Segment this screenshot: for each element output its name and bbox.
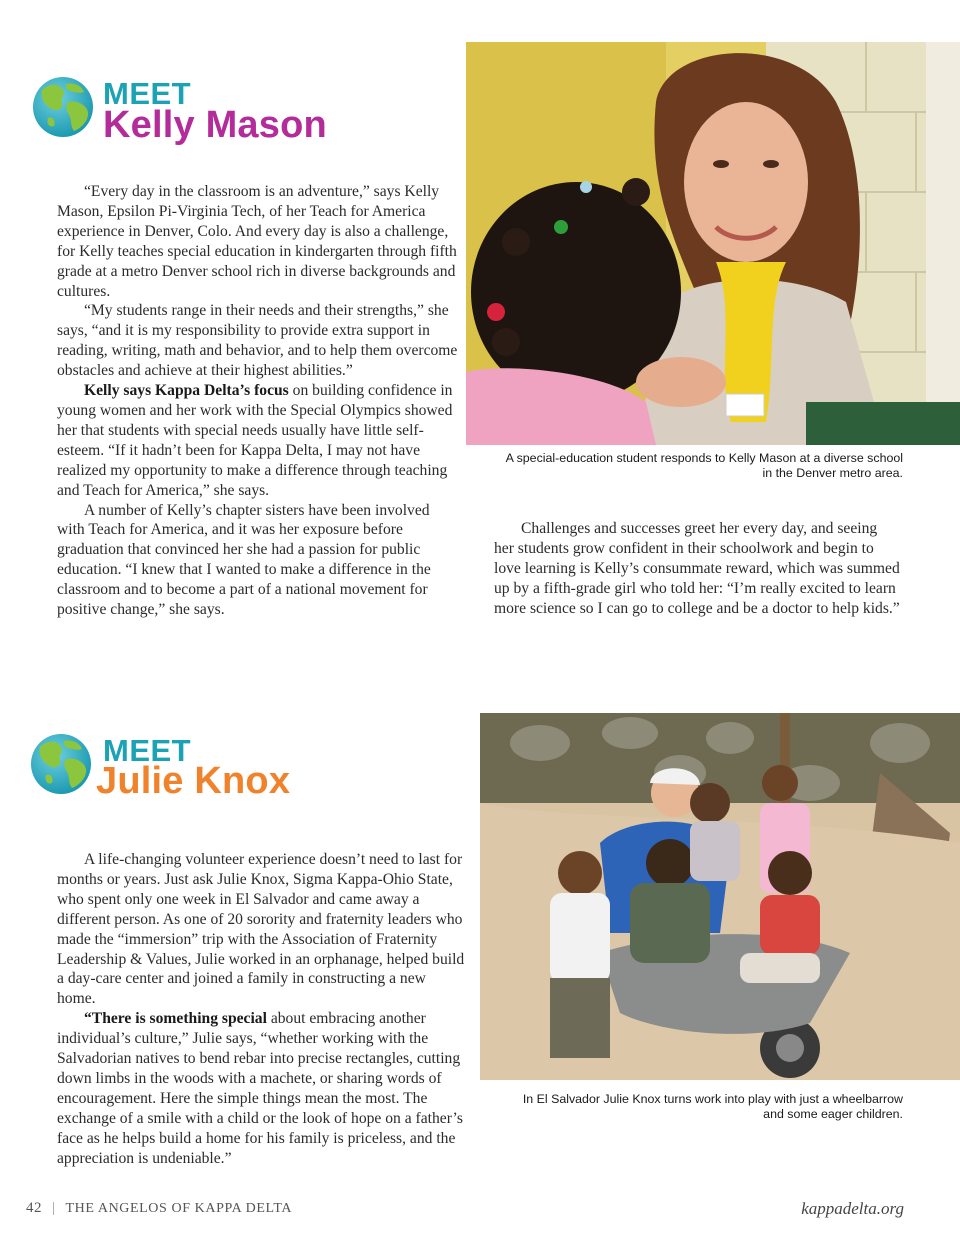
paragraph-text: A number of Kelly’s chapter sisters have been involved with Teach for America, and it was her exposure before graduation that convinced her she had a passion for public education. “I knew that I wanted to make a difference in the classroom and to become a part of a national movement for positive change,” she says. <box>57 501 431 619</box>
paragraph-text: about embracing another individual’s culture,” Julie says, “whether working with the Salvadorian natives to bend rebar into precise rectangles, cutting down limbs in the woods with a machete, or sharing words of encouragement. Here the simple things mean the most. The exchange of a smile with a child or the look of hope on a father’s face as he helps build a home for his family is priceless, and the appreciation is undeniable.” <box>57 1010 463 1167</box>
publication-name: THE ANGELOS OF KAPPA DELTA <box>65 1201 293 1216</box>
paragraph-text: “Every day in the classroom is an adventure,” says Kelly Mason, Epsilon Pi-Virginia Tech, of her Teach for America experience in Denver, Colo. And every day is also a challenge, for Kelly teaches special education in kindergarten through fifth grade at a metro Denver school rich in diverse backgrounds and cultures. <box>57 183 457 300</box>
caption-line: In El Salvador Julie Knox turns work into play with just a wheelbarrow <box>522 1092 903 1106</box>
footer-separator: | <box>52 1200 56 1216</box>
paragraph-text: on building confidence in young women and her work with the Special Olympics showed her that students with special needs usually have little self-esteem. “If it hadn’t been for Kappa Delta, I may not have realized my opportunity to make a difference through teaching and Teach for America,” she says. <box>57 382 453 499</box>
article-paragraph <box>494 519 900 619</box>
article-column <box>57 182 461 620</box>
section-title: Kelly Mason <box>103 104 327 146</box>
article-paragraph <box>57 501 461 620</box>
photo-julie-knox <box>480 713 960 1080</box>
paragraph-lead-in: “There is something special <box>84 1010 267 1028</box>
article-column <box>494 519 900 619</box>
article-column <box>57 850 467 1169</box>
paragraph-text: A life-changing volunteer experience doesn’t need to last for months or years. Just ask Julie Knox, Sigma Kappa-Ohio State, who spent only one week in El Salvador and came away a different person. As one of 20 sorority and fraternity leaders who made the “immersion” trip with the Association of Fraternity Leadership & Values, Julie worked in an orphanage, helped build a day-care center and joined a family in constructing a new home. <box>57 851 465 1008</box>
globe-icon <box>30 733 92 795</box>
caption-line: and some eager children. <box>763 1107 903 1122</box>
article-paragraph <box>57 381 461 500</box>
meet-label: MEET <box>103 76 192 111</box>
paragraph-lead-in: Kelly says Kappa Delta’s focus <box>84 382 289 400</box>
website-link[interactable]: kappadelta.org <box>801 1199 904 1218</box>
caption-line: A special-education student responds to Kelly Mason at a diverse school <box>505 451 903 465</box>
article-paragraph <box>57 301 461 381</box>
meet-label: MEET <box>103 733 192 768</box>
section-title: Julie Knox <box>96 760 291 802</box>
photo-kelly-mason <box>466 42 960 445</box>
photo-caption <box>466 451 903 482</box>
paragraph-text: “My students range in their needs and their strengths,” she says, “and it is my responsibility to provide extra support in reading, writing, math and behavior, and to help them overcome obstacles and achieve at their highest abilities.” <box>57 302 458 380</box>
footer-publication <box>26 1200 292 1217</box>
article-paragraph <box>57 182 461 301</box>
article-paragraph <box>57 850 467 1009</box>
globe-icon <box>32 76 94 138</box>
article-paragraph <box>57 1009 467 1168</box>
photo-caption <box>480 1092 903 1123</box>
page-number: 42 <box>26 1200 42 1216</box>
caption-line: in the Denver metro area. <box>762 466 903 481</box>
paragraph-text: Challenges and successes greet her every day, and seeing her students grow confident in their schoolwork and begin to love learning is Kelly’s consummate reward, which was summed up by a fifth-grade girl who told her: “I’m really excited to learn more science so I can go to college and be a doctor to help kids.” <box>494 520 900 617</box>
